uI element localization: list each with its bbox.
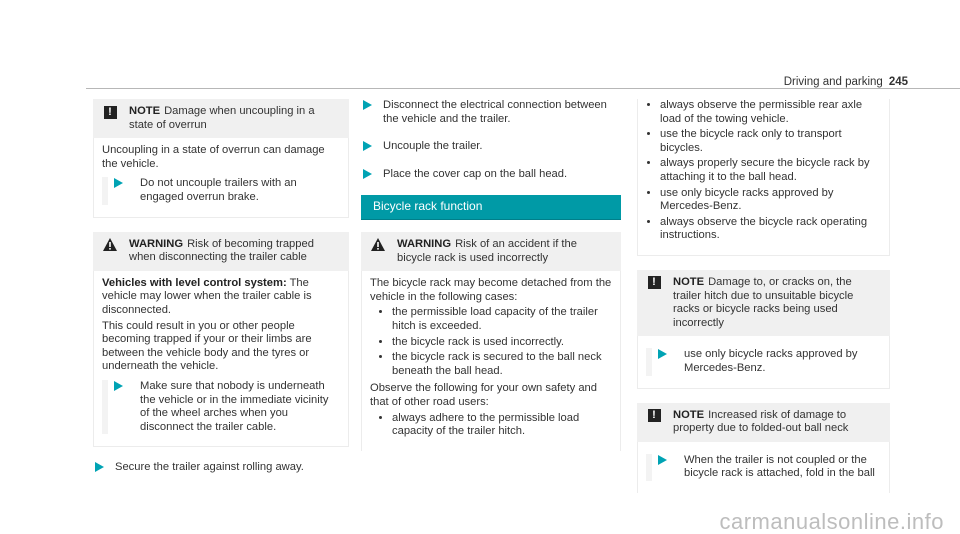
step-text: Disconnect the electrical connection between the vehicle and the trailer. <box>383 99 607 125</box>
step-item <box>646 454 881 481</box>
step-arrow-icon <box>658 349 667 359</box>
header-rule <box>86 88 960 89</box>
section-name: Driving and parking <box>783 76 883 88</box>
warning-continuation <box>637 99 890 256</box>
bullet-list <box>370 412 612 439</box>
list-item: • the permissible load capacity of the trailer hitch is exceeded. <box>392 306 612 333</box>
note-header <box>637 270 890 336</box>
warning-triangle-icon <box>371 238 385 252</box>
list-item: • use only bicycle racks approved by Mercedes-Benz. <box>660 187 881 214</box>
warning-header <box>93 232 349 271</box>
step-text: use only bicycle racks approved by Mercedes-Benz. <box>684 348 858 374</box>
note-exclamation-icon: ! <box>647 409 661 423</box>
column-2 <box>361 99 621 451</box>
list-item: • always adhere to the permissible load capacity of the trailer hitch. <box>392 412 612 439</box>
note-exclamation-icon: ! <box>647 276 661 290</box>
note-keyword: NOTE <box>129 105 161 117</box>
note-body <box>637 336 890 388</box>
warning-text: This could result in you or other people becoming trapped if your or their limbs are between the vehicle body and the tyres or underneath the vehicle. <box>102 319 312 373</box>
note-box-3 <box>637 403 890 493</box>
warning-triangle-icon <box>103 238 117 252</box>
step-text: Uncouple the trailer. <box>383 140 483 153</box>
note-title: Damage when uncoupling in a state of overrun <box>129 105 315 131</box>
warning-header <box>361 232 621 271</box>
step-item <box>93 461 349 475</box>
note-box-2 <box>637 270 890 389</box>
step-text: Do not uncouple trailers with an engaged overrun brake. <box>140 177 297 203</box>
list-item: • use the bicycle rack only to transport bicycles. <box>660 128 881 155</box>
step-arrow-icon <box>114 381 123 391</box>
section-title: Bicycle rack function <box>361 195 621 220</box>
step-item <box>102 380 340 434</box>
column-3 <box>637 99 890 493</box>
warning-bold-lead: Vehicles with level control system: <box>102 276 287 289</box>
note-box-1 <box>93 99 349 218</box>
step-item <box>102 177 340 204</box>
warning-box-1 <box>93 232 349 448</box>
column-1 <box>93 99 349 489</box>
warning-body <box>361 271 621 451</box>
bullet-list <box>638 99 881 243</box>
step-item <box>361 140 621 154</box>
list-item: • the bicycle rack is used incorrectly. <box>392 336 612 350</box>
warning-outro: Observe the following for your own safety and that of other road users: <box>370 382 597 408</box>
page-number: 245 <box>888 76 908 88</box>
step-text: Place the cover cap on the ball head. <box>383 167 568 180</box>
step-arrow-icon <box>95 462 104 472</box>
step-text: Make sure that nobody is underneath the vehicle or in the immediate vicinity of the wheel arches when you disconnect the trailer cable. <box>140 379 329 433</box>
watermark: carmanualsonline.info <box>719 509 944 534</box>
note-keyword: NOTE <box>673 275 705 288</box>
step-item <box>361 168 621 182</box>
warning-box-2 <box>361 232 621 451</box>
warning-lead <box>102 277 340 318</box>
warning-intro: The bicycle rack may become detached from the vehicle in the following cases: <box>370 277 612 303</box>
note-header <box>637 403 890 442</box>
warning-title: Risk of becoming trapped when disconnecting the trailer cable <box>129 237 314 264</box>
step-arrow-icon <box>363 100 372 110</box>
note-text: Uncoupling in a state of overrun can damage the vehicle. <box>102 144 325 170</box>
step-item <box>361 99 621 126</box>
note-title: Damage to, or cracks on, the trailer hitch due to unsuitable bicycle racks or bicycle racks being used incorrectly <box>673 275 854 329</box>
bullet-list <box>370 306 612 378</box>
note-body <box>93 138 349 217</box>
note-body <box>637 442 890 493</box>
step-arrow-icon <box>658 455 667 465</box>
step-arrow-icon <box>114 178 123 188</box>
step-arrow-icon <box>363 169 372 179</box>
note-header <box>93 99 349 138</box>
warning-title: Risk of an accident if the bicycle rack is used incorrectly <box>397 237 577 264</box>
step-arrow-icon <box>363 141 372 151</box>
warning-lead-text: The vehicle may lower when the trailer cable is disconnected. <box>102 276 312 316</box>
step-item <box>646 348 881 375</box>
note-keyword: NOTE <box>673 408 705 421</box>
warning-body <box>93 271 349 448</box>
list-item: • always observe the permissible rear axle load of the towing vehicle. <box>660 99 881 126</box>
note-title: Increased risk of damage to property due to folded-out ball neck <box>673 408 849 435</box>
warning-keyword: WARNING <box>397 237 452 250</box>
list-item: • always observe the bicycle rack operating instructions. <box>660 216 881 243</box>
note-exclamation-icon: ! <box>103 105 117 119</box>
list-item: • always properly secure the bicycle rack by attaching it to the ball head. <box>660 157 881 184</box>
step-text: Secure the trailer against rolling away. <box>115 461 304 474</box>
warning-keyword: WARNING <box>129 237 184 250</box>
list-item: • the bicycle rack is secured to the ball neck beneath the ball head. <box>392 351 612 378</box>
step-text: When the trailer is not coupled or the bicycle rack is attached, fold in the ball <box>684 453 875 480</box>
